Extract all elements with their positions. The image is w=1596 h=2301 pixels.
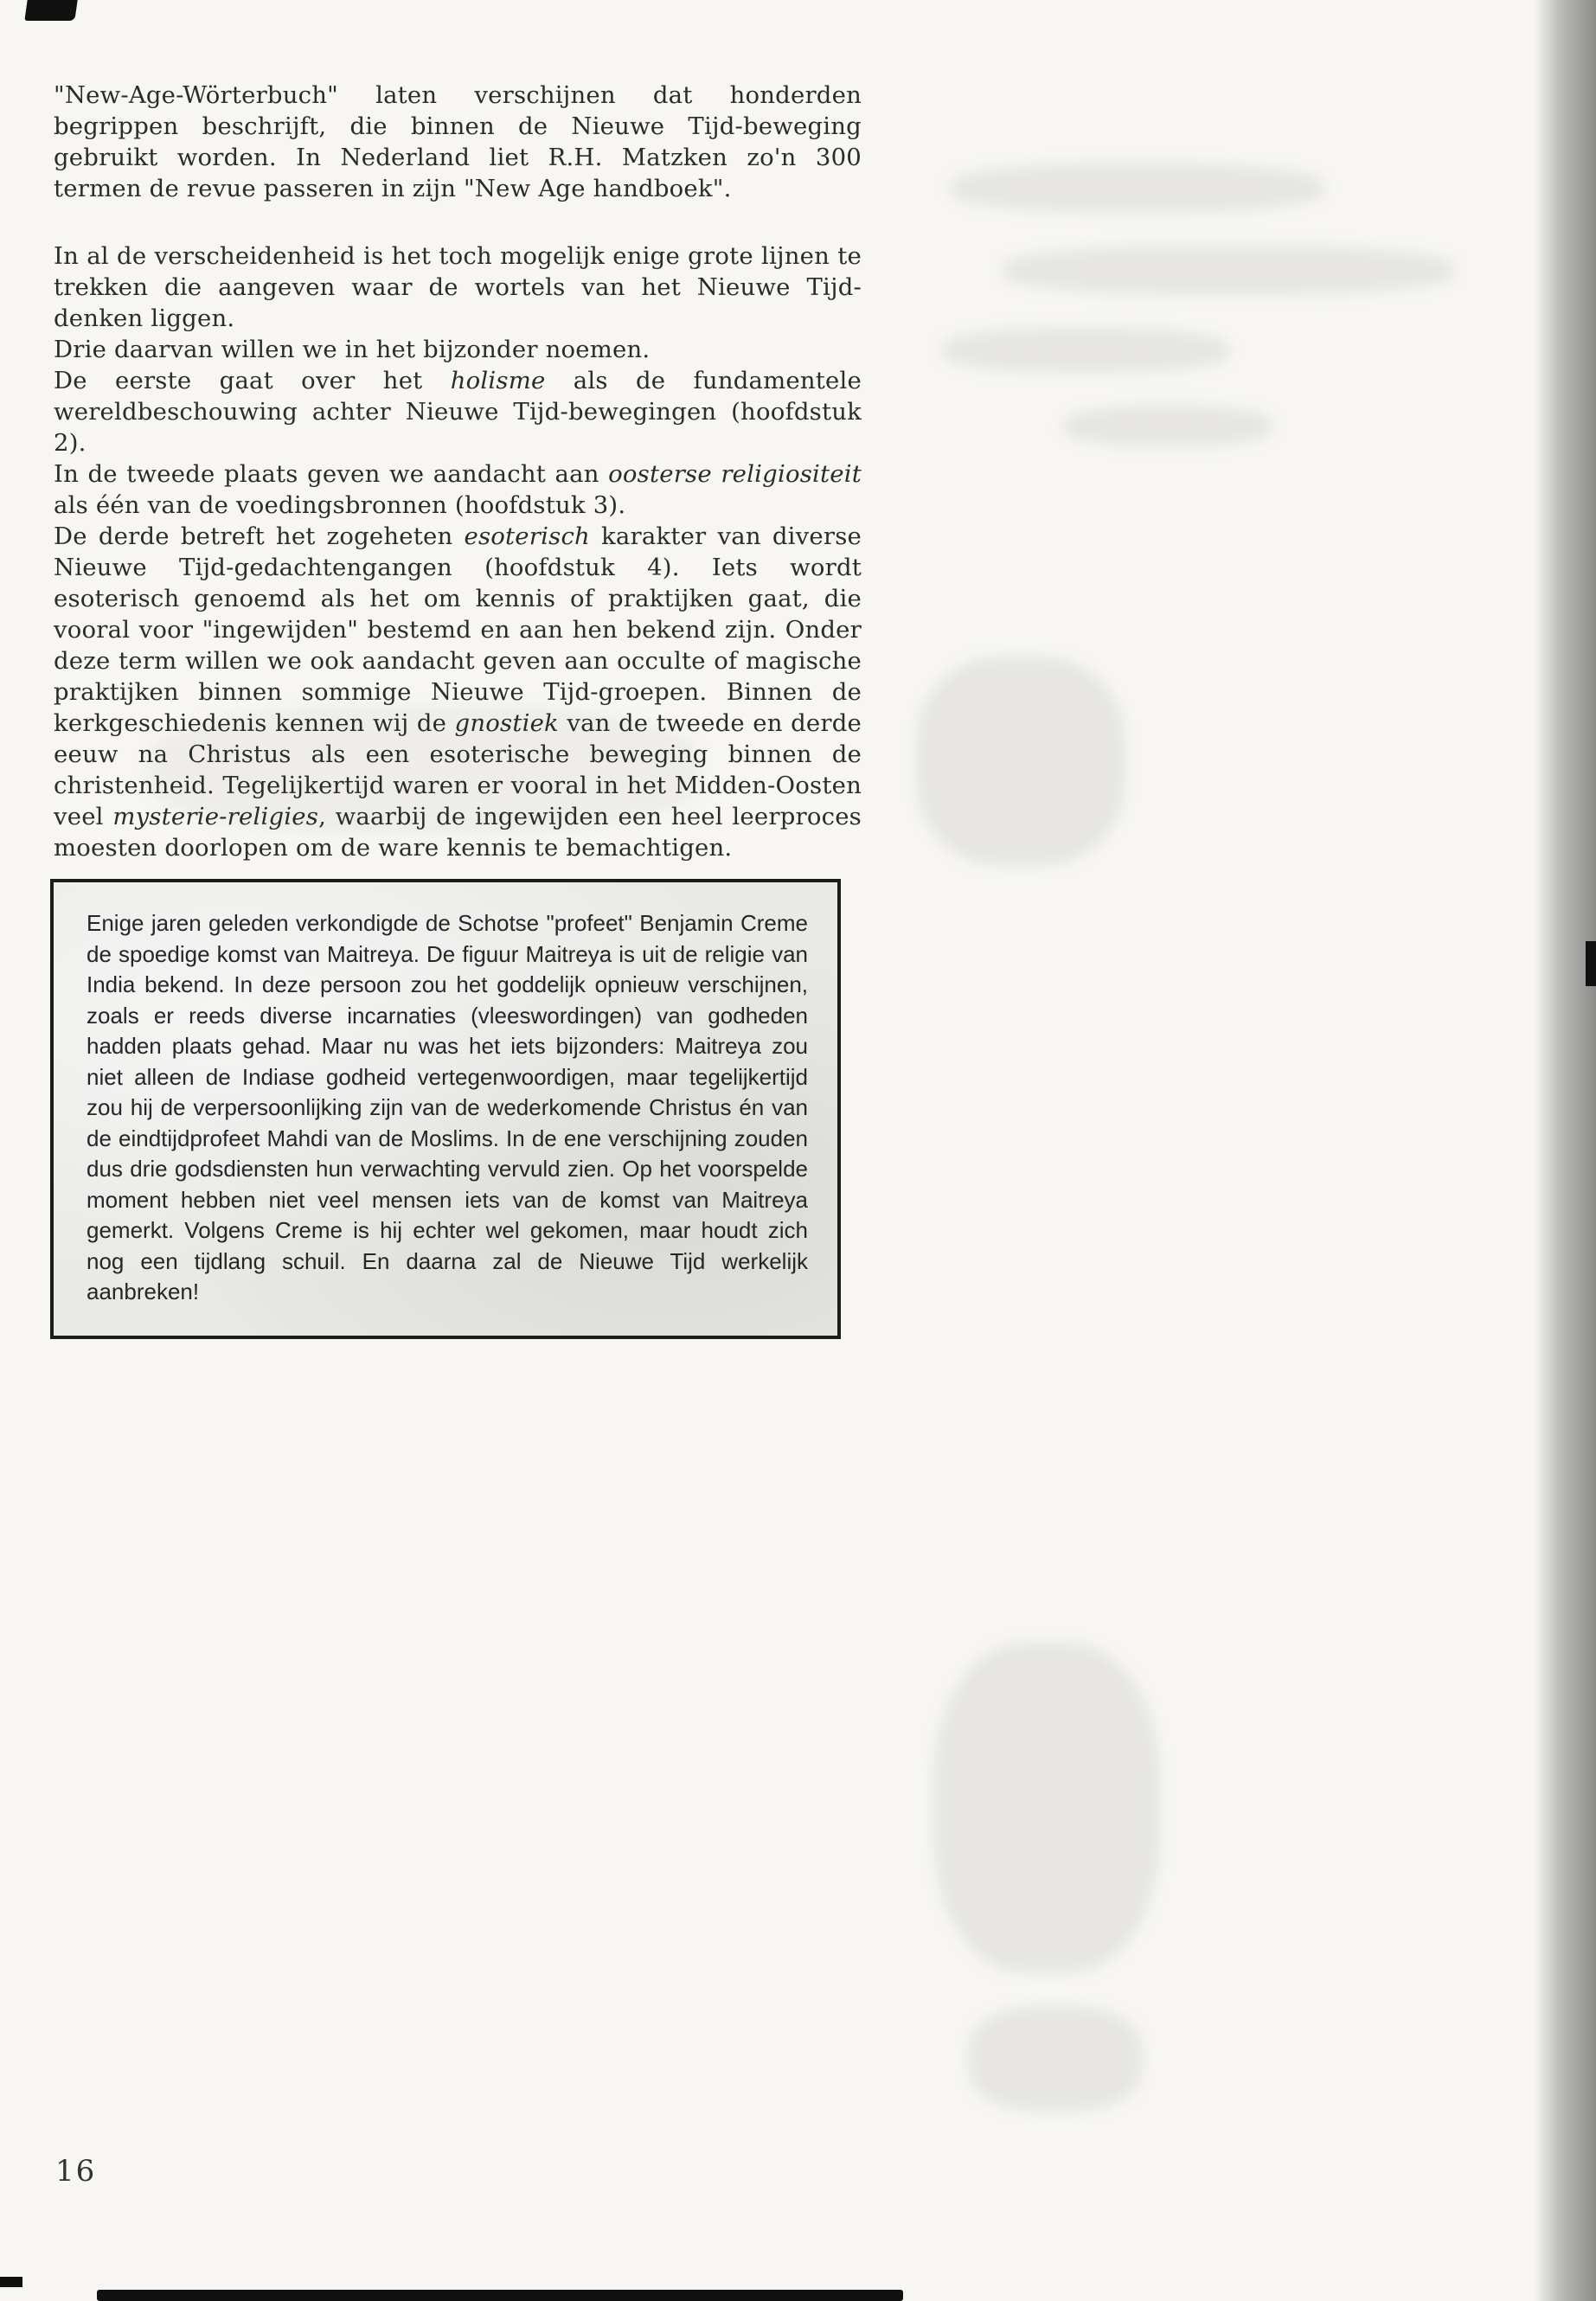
maitreya-text-box (50, 879, 841, 1339)
italic-text-run: holisme (450, 367, 546, 394)
text-run: De eerste gaat over het (54, 367, 451, 394)
text-run: In de tweede plaats geven we aandacht aan (54, 460, 609, 488)
body-text-column (54, 80, 862, 863)
scan-smudge (952, 164, 1324, 212)
scan-smudge (969, 2007, 1142, 2111)
italic-text-run: mysterie-religies (112, 803, 319, 830)
text-run: van de tweede en derde eeuw na Christus als een esoterische beweging binnen de christenheid. Tegelijkertijd waren er vooral in het Midden-Oosten veel (54, 709, 862, 830)
scan-smudge (934, 1644, 1159, 1972)
paragraph (54, 80, 862, 204)
text-run: als één van de voedingsbronnen (hoofdstuk 3). (54, 491, 626, 519)
scanner-edge-shadow (1534, 0, 1596, 2301)
scan-smudge (917, 657, 1125, 865)
paragraph (87, 908, 808, 1308)
text-run: "New-Age-Wörterbuch" laten verschijnen dat honderden begrippen beschrijft, die binnen de Nieuwe Tijd-beweging gebruikt worden. In Nederland liet R.H. Matzken zo'n 300 termen de revue passeren in zijn "New Age handboek". (54, 81, 862, 202)
scan-artifact-bottom-left (0, 2277, 22, 2287)
scan-smudge (1064, 407, 1272, 445)
text-run: Drie daarvan willen we in het bijzonder noemen. (54, 336, 651, 363)
text-run: karakter van diverse Nieuwe Tijd-gedachtengangen (hoofdstuk 4). Iets wordt esoterisch genoemd als het om kennis of praktijken gaat, die vooral voor "ingewijden" bestemd en aan hen bekend zijn. Onder deze term willen we ook aandacht geven aan occulte of magische praktijken binnen sommige Nieuwe Tijd-groepen. Binnen de kerkgeschiedenis kennen wij de (54, 522, 862, 737)
paragraph (54, 458, 862, 521)
paragraph (54, 240, 862, 334)
italic-text-run: gnostiek (454, 709, 559, 737)
text-run: , waarbij de ingewijden een heel leerproces moesten doorlopen om de ware kennis te bemachtigen. (54, 803, 862, 862)
italic-text-run: esoterisch (464, 522, 590, 550)
text-run: Enige jaren geleden verkondigde de Schotse "profeet" Benjamin Creme de spoedige komst van Maitreya. De figuur Maitreya is uit de religie van India bekend. In deze persoon zou het goddelijk opnieuw verschijnen, zoals er reeds diverse incarnaties (vleeswordingen) van godheden hadden plaats gehad. Maar nu was het iets bijzonders: Maitreya zou niet alleen de Indiase godheid vertegenwoordigen, maar tegelijkertijd zou hij de verpersoonlijking zijn van de wederkomende Christus én van de eindtijdprofeet Mahdi van de Moslims. In de ene verschijning zouden dus drie godsdiensten hun verwachting vervuld zien. Op het voorspelde moment hebben niet veel mensen iets van de komst van Maitreya gemerkt. Volgens Creme is hij echter wel gekomen, maar houdt zich nog een tijdlang schuil. En daarna zal de Nieuwe Tijd werkelijk aanbreken! (87, 910, 808, 1304)
paragraph (54, 521, 862, 863)
text-run: De derde betreft het zogeheten (54, 522, 465, 550)
scan-smudge (943, 329, 1228, 372)
text-run: als de fundamentele wereldbeschouwing achter Nieuwe Tijd-bewegingen (hoofdstuk 2). (54, 367, 862, 457)
scan-artifact-top-left (24, 0, 77, 21)
text-run: In al de verscheidenheid is het toch mogelijk enige grote lijnen te trekken die aangeven waar de wortels van het Nieuwe Tijd-denken liggen. (54, 242, 862, 332)
box-text (87, 908, 808, 1308)
scan-smudge (1003, 247, 1453, 294)
paragraph (54, 365, 862, 458)
scan-artifact-right-edge (1586, 941, 1596, 986)
page-number: 16 (55, 2154, 97, 2189)
italic-text-run: oosterse religiositeit (608, 460, 862, 488)
paragraph (54, 334, 862, 365)
scan-artifact-bottom-bar (97, 2290, 903, 2301)
